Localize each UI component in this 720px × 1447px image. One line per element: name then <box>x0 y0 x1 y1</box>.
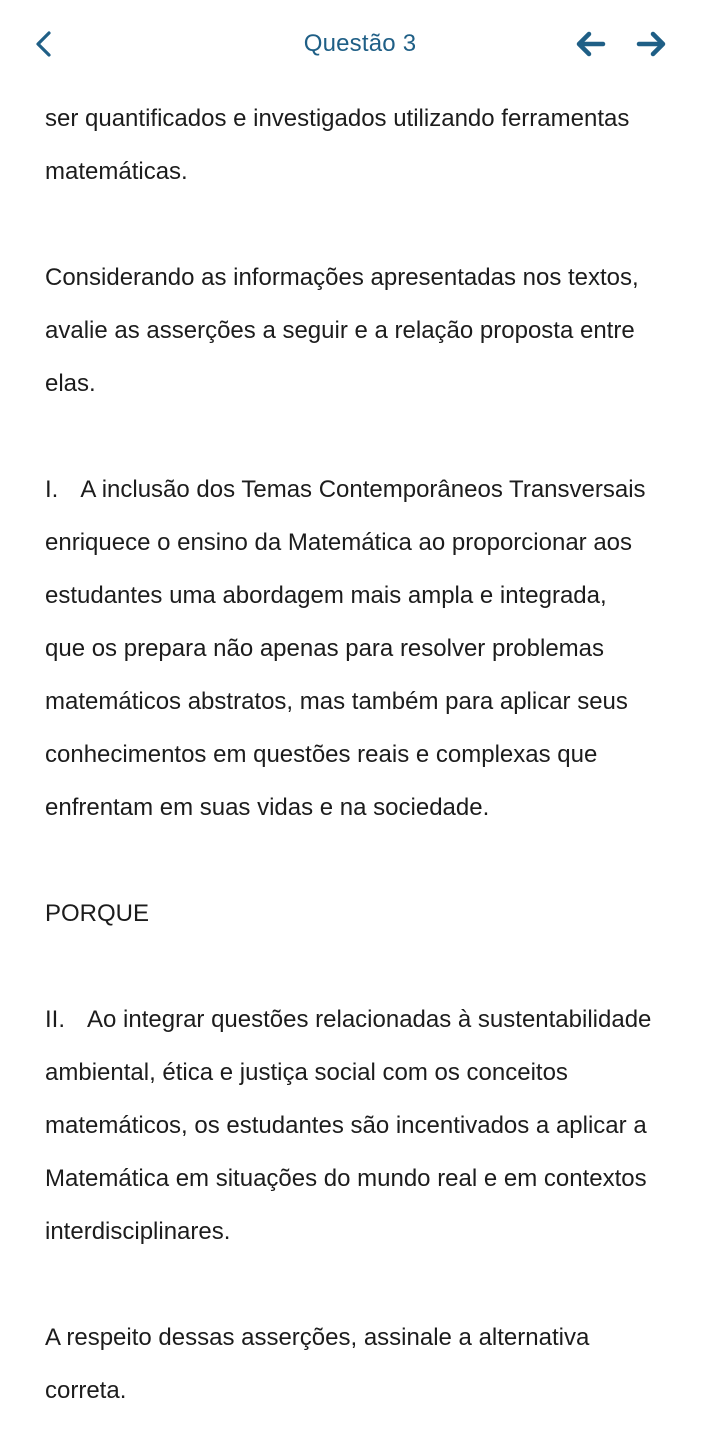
text-line: estudantes uma abordagem mais ampla e integrada, <box>45 582 607 609</box>
arrow-right-icon <box>636 30 668 58</box>
text-line: A inclusão dos Temas Contemporâneos Transversais <box>80 476 646 503</box>
assertion-numeral: I. <box>45 476 59 503</box>
assertion-one <box>45 463 685 834</box>
assertion-one-first-line <box>45 463 685 516</box>
text-line: matemáticos, os estudantes são incentivados a aplicar a <box>45 1112 647 1139</box>
assertion-numeral: II. <box>45 1006 66 1033</box>
text-line: ser quantificados e investigados utilizando ferramentas <box>45 105 630 132</box>
text-line: Considerando as informações apresentadas nos textos, <box>45 264 639 291</box>
question-text <box>45 92 685 1417</box>
closing-paragraph <box>45 1311 685 1417</box>
connector-text: PORQUE <box>45 900 150 927</box>
assertion-two <box>45 993 685 1258</box>
text-line: Matemática em situações do mundo real e em contextos <box>45 1165 647 1192</box>
text-line: A respeito dessas asserções, assinale a alternativa <box>45 1324 590 1351</box>
app-header <box>0 0 720 90</box>
text-line: Ao integrar questões relacionadas à sustentabilidade <box>87 1006 652 1033</box>
connector-paragraph <box>45 887 685 940</box>
assertion-two-first-line <box>45 993 685 1046</box>
text-line: correta. <box>45 1377 127 1404</box>
text-line: avalie as asserções a seguir e a relação proposta entre <box>45 317 635 344</box>
previous-question-button[interactable] <box>568 24 612 64</box>
text-line: conhecimentos em questões reais e complexas que <box>45 741 598 768</box>
text-line: que os prepara não apenas para resolver problemas <box>45 635 605 662</box>
text-line: elas. <box>45 370 96 397</box>
text-line: interdisciplinares. <box>45 1218 231 1245</box>
next-question-button[interactable] <box>630 24 674 64</box>
text-line: ambiental, ética e justiça social com os conceitos <box>45 1059 568 1086</box>
text-line: matemáticas. <box>45 158 188 185</box>
page-title: Questão 3 <box>303 30 417 57</box>
text-line: enriquece o ensino da Matemática ao proporcionar aos <box>45 529 633 556</box>
instruction-paragraph <box>45 251 685 410</box>
arrow-left-icon <box>574 30 606 58</box>
text-line: enfrentam em suas vidas e na sociedade. <box>45 794 490 821</box>
text-line: matemáticos abstratos, mas também para aplicar seus <box>45 688 628 715</box>
intro-tail-paragraph <box>45 92 685 198</box>
